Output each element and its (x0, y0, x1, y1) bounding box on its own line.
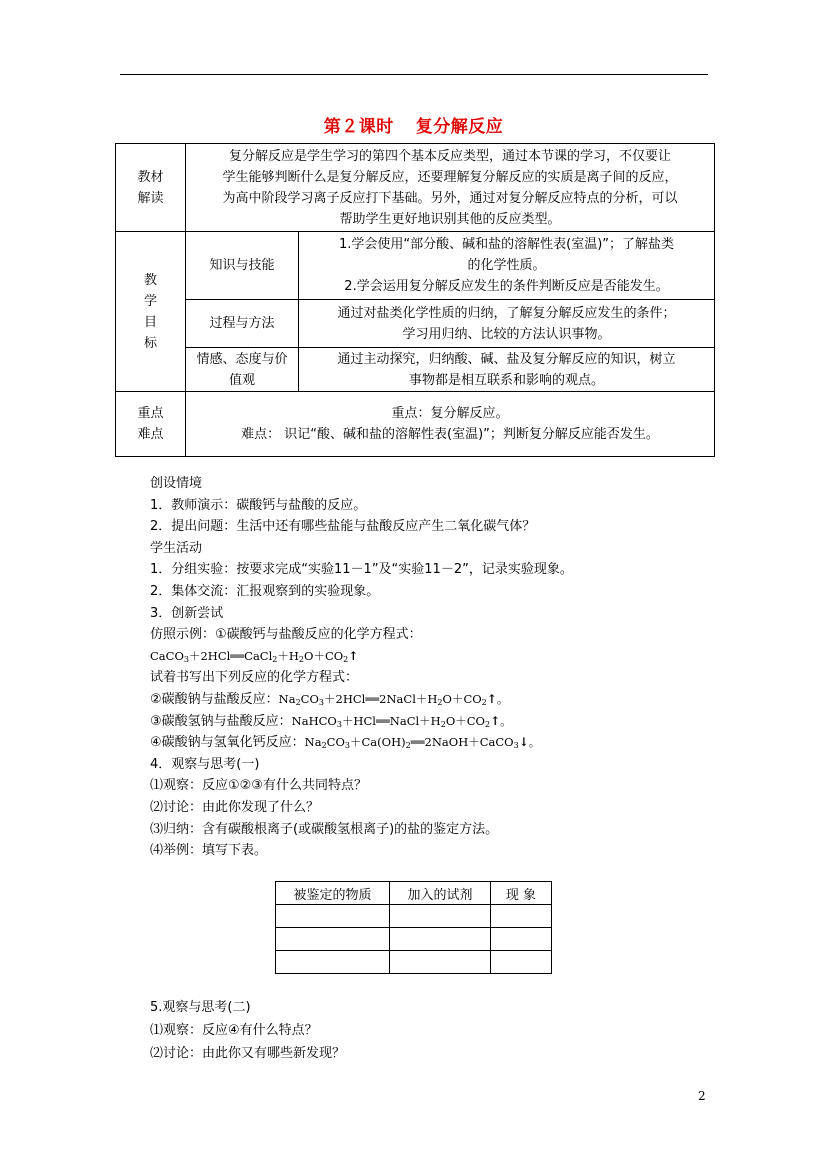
material-label: 教材 解读 (116, 144, 186, 232)
lesson-body-continued (150, 996, 345, 1065)
difficulty-point: 难点： 识记“酸、碱和盐的溶解性表(室温)”；判断复分解反应能否发生。 (241, 427, 659, 442)
knowledge-text: 1.学会使用“部分酸、碱和盐的溶解性表(室温)”；了解盐类 的化学性质。 2.学会运用复分解反应发生的条件判断反应是否能发生。 (299, 232, 715, 300)
equation-example: $CaCO_3+2HCl══CaCl_2+H_2O+CO_2↑$ (150, 648, 359, 664)
body-line: 5.观察与思考(二) (150, 1000, 251, 1015)
table-row (276, 905, 552, 928)
emotion-label: 情感、态度与价 值观 (186, 348, 299, 392)
table-row (276, 951, 552, 974)
page-title (0, 112, 827, 137)
goal-label: 教 学 目 标 (116, 232, 186, 392)
body-line: ⑵讨论：由此你又有哪些新发现？ (150, 1046, 346, 1061)
body-line: 1．分组实验：按要求完成“实验11－1”及“实验11－2”，记录实验现象。 (150, 562, 573, 578)
material-text: 复分解反应是学生学习的第四个基本反应类型，通过本节课的学习，不仅要让 学生能够判断什么是复分解反应，还要理解复分解反应的实质是离子间的反应， 为高中阶段学习离子反应打下基础。另外，通过对复分解反应特点的分析，可以 帮助学生更好地识别其他的反应类型。 (186, 144, 715, 232)
process-label: 过程与方法 (186, 300, 299, 348)
table-header: 被鉴定的物质 (276, 882, 390, 905)
process-text: 通过对盐类化学性质的归纳，了解复分解反应发生的条件； 学习用归纳、比较的方法认识事物。 (299, 300, 715, 348)
section-heading: 创设情境 (150, 476, 203, 491)
title-topic: 复分解反应 (415, 117, 504, 137)
body-line: 2．集体交流：汇报观察到的实验现象。 (150, 583, 380, 599)
body-line: ⑵讨论：由此你发现了什么？ (150, 799, 320, 815)
key-point: 重点：复分解反应。 (391, 406, 509, 421)
lesson-body (150, 473, 710, 862)
body-line: 仿照示例：①碳酸钙与盐酸反应的化学方程式： (150, 627, 422, 643)
table-row (276, 928, 552, 951)
body-line: ⑶归纳：含有碳酸根离子(或碳酸氢根离子)的盐的鉴定方法。 (150, 821, 499, 837)
equation-line: ③碳酸氢钠与盐酸反应：$NaHCO_3+HCl══NaCl+H_2O+CO_2↑$。 (150, 713, 512, 729)
table-header: 加入的试剂 (390, 882, 491, 905)
body-line: 2．提出问题：生活中还有哪些盐能与盐酸反应产生二氧化碳气体？ (150, 519, 536, 535)
title-lesson: 第２课时 (323, 117, 394, 137)
equation-line: ②碳酸钠与盐酸反应：$Na_2CO_3+2HCl══2NaCl+H_2O+CO_2↑$。 (150, 691, 509, 707)
identification-table (275, 881, 552, 974)
body-line: ⑷举例：填写下表。 (150, 843, 268, 859)
emotion-text: 通过主动探究，归纳酸、碱、盐及复分解反应的知识，树立 事物都是相互联系和影响的观点。 (299, 348, 715, 392)
body-line: ⑴观察：反应①②③有什么共同特点？ (150, 778, 367, 794)
key-difficulty-text (186, 392, 715, 457)
lesson-info-table (115, 143, 715, 457)
body-line: ⑴观察：反应④有什么特点？ (150, 1023, 318, 1038)
equation-line: ④碳酸钠与氢氧化钙反应：$Na_2CO_3+Ca(OH)_2══2NaOH+CaCO_3↓$。 (150, 735, 541, 751)
knowledge-label: 知识与技能 (186, 232, 299, 300)
table-header: 现 象 (491, 882, 552, 905)
body-line: 试着书写出下列反应的化学方程式： (150, 670, 359, 686)
body-line: 4．观察与思考(一) (150, 756, 260, 772)
body-line: 3．创新尝试 (150, 605, 224, 621)
key-label: 重点 难点 (116, 392, 186, 457)
body-line: 1．教师演示：碳酸钙与盐酸的反应。 (150, 497, 367, 513)
section-heading: 学生活动 (150, 540, 203, 556)
header-rule (120, 74, 708, 75)
page-number: 2 (698, 1089, 706, 1103)
